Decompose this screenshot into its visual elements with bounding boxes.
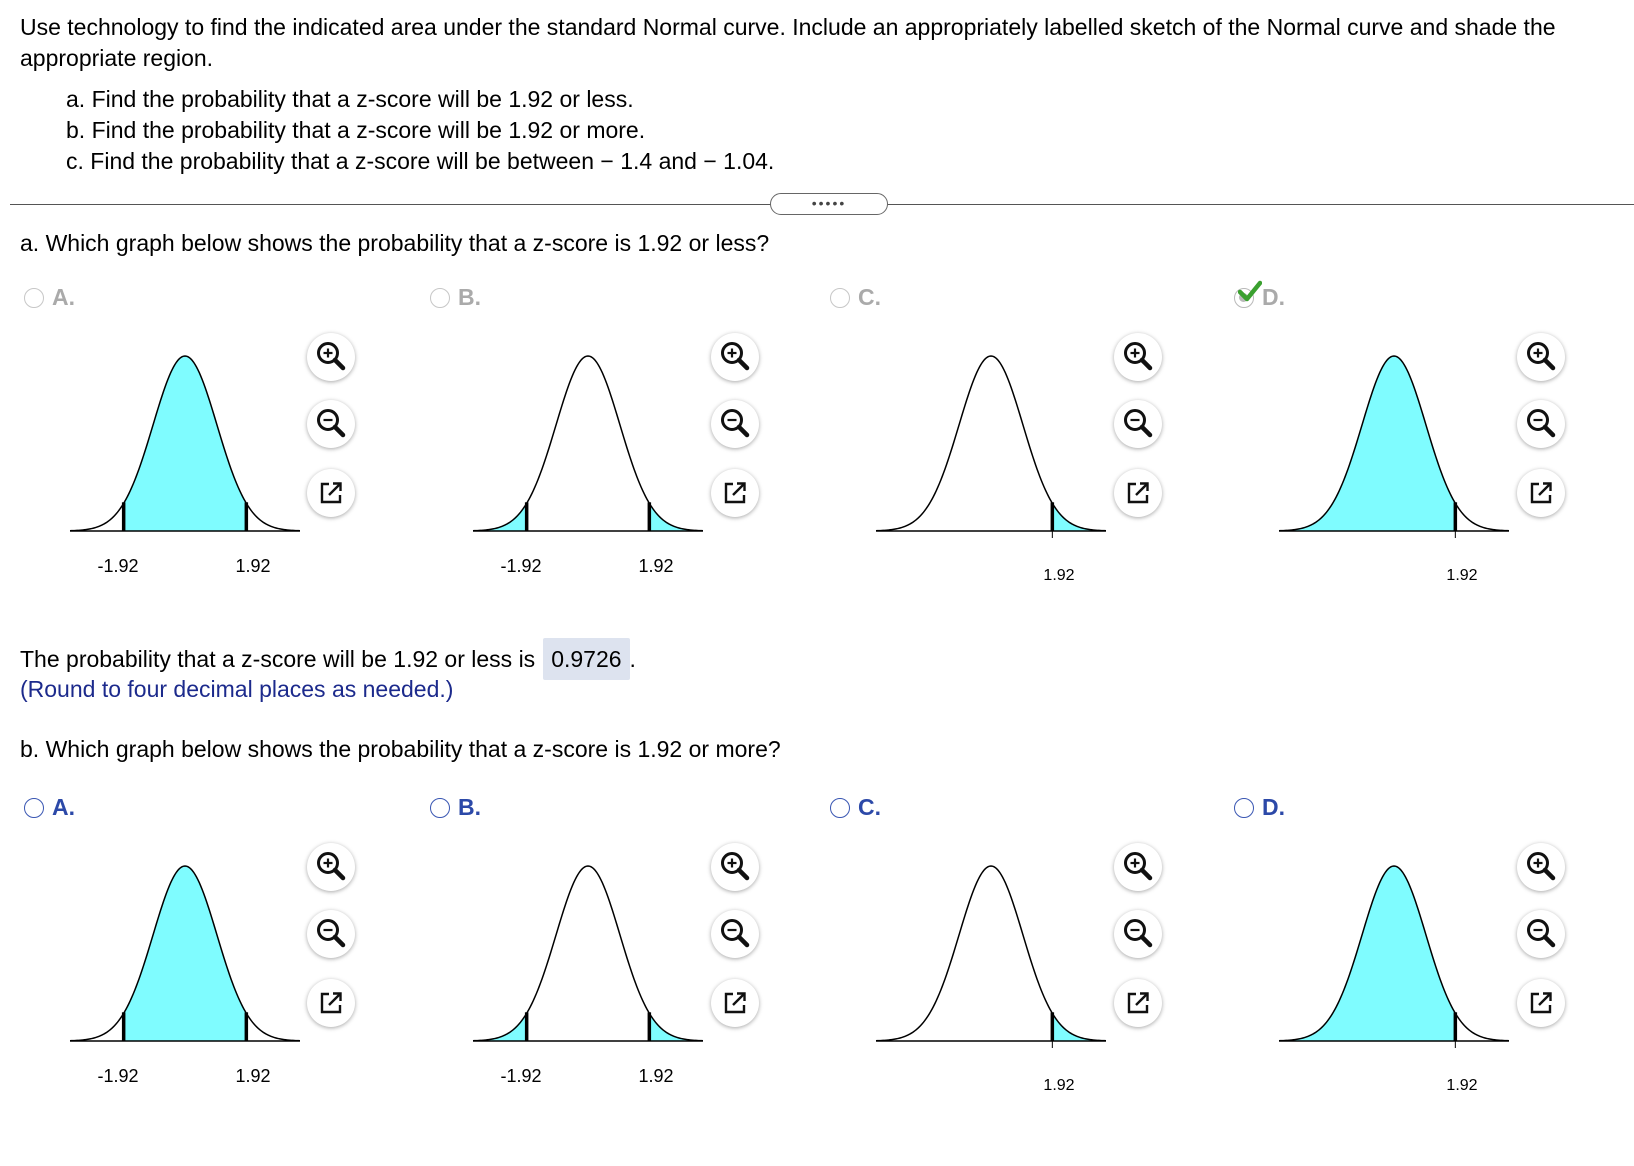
normal-curve-plot bbox=[473, 350, 703, 550]
shaded-region bbox=[124, 356, 247, 531]
radio-button[interactable] bbox=[830, 288, 850, 308]
normal-curve-plot bbox=[70, 350, 300, 550]
option-letter: A. bbox=[52, 284, 75, 310]
popout-icon bbox=[1114, 469, 1162, 517]
zoom-out-icon bbox=[307, 910, 355, 958]
popout-icon bbox=[1517, 979, 1565, 1027]
question-part-c: c. Find the probability that a z-score will be between − 1.4 and − 1.04. bbox=[66, 148, 775, 174]
zoom-in-button[interactable] bbox=[711, 843, 759, 891]
zoom-out-icon bbox=[711, 400, 759, 448]
normal-curve bbox=[876, 866, 1106, 1041]
shaded-region bbox=[124, 866, 247, 1041]
part-b-graph-a bbox=[70, 860, 400, 1080]
shaded-region bbox=[1279, 866, 1455, 1041]
tick-label: 1.92 bbox=[1446, 567, 1478, 584]
zoom-out-button[interactable] bbox=[711, 910, 759, 958]
part-a-option-a[interactable] bbox=[24, 284, 75, 311]
normal-curve bbox=[876, 356, 1106, 531]
part-b-option-d[interactable] bbox=[1234, 794, 1285, 821]
tick-label: 1.92 bbox=[1043, 1077, 1075, 1094]
tick-label: -1.92 bbox=[500, 1066, 542, 1086]
expand-toggle-button[interactable]: ••••• bbox=[770, 193, 888, 215]
zoom-out-button[interactable] bbox=[1114, 910, 1162, 958]
rounding-hint: (Round to four decimal places as needed.) bbox=[20, 676, 454, 702]
radio-button[interactable] bbox=[1234, 798, 1254, 818]
popout-button[interactable] bbox=[307, 469, 355, 517]
radio-button[interactable] bbox=[430, 288, 450, 308]
radio-button[interactable] bbox=[24, 288, 44, 308]
zoom-out-button[interactable] bbox=[1517, 910, 1565, 958]
popout-button[interactable] bbox=[1517, 469, 1565, 517]
zoom-in-icon bbox=[711, 333, 759, 381]
popout-icon bbox=[307, 979, 355, 1027]
part-a-answer-line bbox=[20, 638, 636, 680]
normal-curve-plot bbox=[1279, 860, 1509, 1060]
popout-button[interactable] bbox=[1114, 979, 1162, 1027]
zoom-in-icon bbox=[1114, 843, 1162, 891]
part-a-graph-b bbox=[473, 350, 803, 570]
popout-button[interactable] bbox=[1517, 979, 1565, 1027]
zoom-in-button[interactable] bbox=[1114, 843, 1162, 891]
option-letter: B. bbox=[458, 284, 481, 310]
popout-icon bbox=[307, 469, 355, 517]
normal-curve bbox=[473, 866, 703, 1041]
zoom-out-button[interactable] bbox=[307, 400, 355, 448]
tick-label: 1.92 bbox=[638, 556, 674, 576]
zoom-in-button[interactable] bbox=[1517, 843, 1565, 891]
zoom-in-button[interactable] bbox=[307, 843, 355, 891]
zoom-in-icon bbox=[1517, 333, 1565, 381]
popout-button[interactable] bbox=[711, 979, 759, 1027]
zoom-in-icon bbox=[1517, 843, 1565, 891]
popout-button[interactable] bbox=[711, 469, 759, 517]
part-a-option-b[interactable] bbox=[430, 284, 481, 311]
part-b-graph-c bbox=[876, 860, 1206, 1080]
normal-curve-plot bbox=[1279, 350, 1509, 550]
tick-label: -1.92 bbox=[97, 556, 139, 576]
part-b-graph-b bbox=[473, 860, 803, 1080]
part-b-graph-d bbox=[1279, 860, 1609, 1080]
popout-icon bbox=[1114, 979, 1162, 1027]
part-a-graph-d bbox=[1279, 350, 1609, 570]
answer-suffix: . bbox=[629, 646, 636, 672]
part-b-option-b[interactable] bbox=[430, 794, 481, 821]
zoom-out-icon bbox=[711, 910, 759, 958]
zoom-out-button[interactable] bbox=[1114, 400, 1162, 448]
shaded-region bbox=[1279, 356, 1455, 531]
part-a-option-c[interactable] bbox=[830, 284, 881, 311]
part-b-prompt: b. Which graph below shows the probability that a z-score is 1.92 or more? bbox=[20, 736, 781, 762]
zoom-in-icon bbox=[711, 843, 759, 891]
zoom-out-icon bbox=[1114, 400, 1162, 448]
correct-check-icon bbox=[1238, 280, 1262, 302]
zoom-out-button[interactable] bbox=[1517, 400, 1565, 448]
normal-curve-plot bbox=[473, 860, 703, 1060]
part-a-graph-a bbox=[70, 350, 400, 570]
part-b-option-a[interactable] bbox=[24, 794, 75, 821]
answer-value-field[interactable]: 0.9726 bbox=[543, 638, 629, 680]
popout-button[interactable] bbox=[1114, 469, 1162, 517]
question-intro: Use technology to find the indicated area under the standard Normal curve. Include an appropriately labelled sketch of the Normal curve and shade the appropriate region. bbox=[20, 14, 1556, 71]
zoom-out-icon bbox=[1114, 910, 1162, 958]
tick-label: 1.92 bbox=[235, 1066, 271, 1086]
part-b-options bbox=[0, 794, 1634, 834]
popout-icon bbox=[711, 469, 759, 517]
option-letter: D. bbox=[1262, 284, 1285, 310]
zoom-out-icon bbox=[1517, 400, 1565, 448]
popout-icon bbox=[1517, 469, 1565, 517]
radio-button[interactable] bbox=[24, 798, 44, 818]
question-part-a: a. Find the probability that a z-score will be 1.92 or less. bbox=[66, 86, 634, 112]
zoom-out-icon bbox=[307, 400, 355, 448]
popout-button[interactable] bbox=[307, 979, 355, 1027]
normal-curve-plot bbox=[70, 860, 300, 1060]
question-parts bbox=[66, 84, 774, 177]
tick-label: 1.92 bbox=[1446, 1077, 1478, 1094]
option-letter: B. bbox=[458, 794, 481, 820]
answer-sentence: The probability that a z-score will be 1.92 or less is bbox=[20, 646, 536, 672]
tick-label: 1.92 bbox=[638, 1066, 674, 1086]
option-letter: D. bbox=[1262, 794, 1285, 820]
question-part-b: b. Find the probability that a z-score will be 1.92 or more. bbox=[66, 117, 646, 143]
normal-curve-plot bbox=[876, 350, 1106, 550]
zoom-in-icon bbox=[307, 333, 355, 381]
tick-label: 1.92 bbox=[235, 556, 271, 576]
part-a-prompt: a. Which graph below shows the probability that a z-score is 1.92 or less? bbox=[20, 230, 770, 256]
tick-label: -1.92 bbox=[97, 1066, 139, 1086]
zoom-in-button[interactable] bbox=[1114, 333, 1162, 381]
tick-label: -1.92 bbox=[500, 556, 542, 576]
radio-button[interactable] bbox=[830, 798, 850, 818]
zoom-out-icon bbox=[1517, 910, 1565, 958]
normal-curve bbox=[473, 356, 703, 531]
zoom-out-button[interactable] bbox=[307, 910, 355, 958]
popout-icon bbox=[711, 979, 759, 1027]
option-letter: C. bbox=[858, 284, 881, 310]
tick-label: 1.92 bbox=[1043, 567, 1075, 584]
zoom-in-icon bbox=[307, 843, 355, 891]
zoom-in-button[interactable] bbox=[307, 333, 355, 381]
zoom-in-button[interactable] bbox=[711, 333, 759, 381]
normal-curve-plot bbox=[876, 860, 1106, 1060]
part-a-graph-c bbox=[876, 350, 1206, 570]
option-letter: A. bbox=[52, 794, 75, 820]
radio-button[interactable] bbox=[430, 798, 450, 818]
part-a-options bbox=[0, 284, 1634, 324]
part-b-option-c[interactable] bbox=[830, 794, 881, 821]
zoom-in-button[interactable] bbox=[1517, 333, 1565, 381]
zoom-out-button[interactable] bbox=[711, 400, 759, 448]
option-letter: C. bbox=[858, 794, 881, 820]
zoom-in-icon bbox=[1114, 333, 1162, 381]
